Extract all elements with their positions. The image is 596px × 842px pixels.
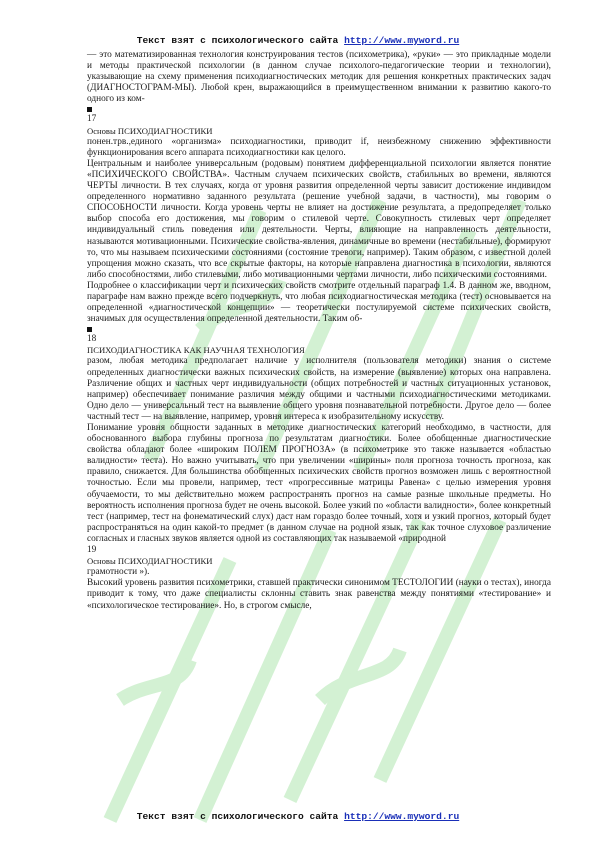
running-title: Основы ПСИХОДИАГНОСТИКИ [87,556,213,567]
page-content [87,50,551,612]
paragraph: Подробнее о классификации черт и психических свойств смотрите отдельный параграф 1.4. В данном же, вводном, параграфе нам важно прежде всего подчеркнуть, что любая психодиагностическая методика (тест) основывается на определенной «диагностической концепции» — теоретически постулируемой системе психических свойств, значимых для осуществления определенной деятельности. Таким об- [87,280,551,325]
footer-text: Текст взят с психологического сайта [136,811,339,822]
page-break-marker [87,327,92,332]
paragraph: Высокий уровень развития психометрики, ставшей практически синонимом ТЕСТОЛОГИИ (науки о тестах), иногда приводит к тому, что даже специалисты склонны ставить знак равенства между понятиями «тестирование» и «психологическое тестирование». Но, в строгом смысле, [87,578,551,611]
header-link[interactable]: http://www.myword.ru [344,35,460,46]
page-number: 19 [87,545,97,556]
footer-link[interactable]: http://www.myword.ru [344,811,460,822]
running-title: ПСИХОДИАГНОСТИКА КАК НАУЧНАЯ ТЕХНОЛОГИЯ [87,345,305,356]
page-number: 17 [87,114,97,125]
paragraph: понен.трв.,единого «организма» психодиагностики, приводит if, неизбежному снижению эффективности функционирования всего аппарата психодиагностики как целого. [87,136,551,158]
page-header [0,35,596,46]
paragraph: — это математизированная технология конструирования тестов (психометрика), «руки» — это прикладные модели и методы практической психологии (в данном случае психолого-педагогические теории и технологии), указывающие на схему применения психодиагностических методик для решения конкретных практических задач (ДИАГНОСТОГРАМ-МЫ). Любой крен, выражающийся в преимущественном внимании к развитию какого-то одного из ком- [87,50,551,105]
running-title: Основы ПСИХОДИАГНОСТИКИ [87,125,213,136]
watermark-stroke [120,660,190,700]
paragraph: Понимание уровня общности заданных в методике диагностических категорий необходимо, в частности, для обоснованного выбора глубины прогноза по результатам диагностики. Более обобщенные диагностические свойства обладают более «широким ПОЛЕМ ПРОГНОЗА» (в психометрике это также называется «областью валидности» теста). Но важно учитывать, что при увеличении «ширины» поля прогноза точность прогноза, как правило, снижается. Для большинства обобщенных психических свойств прогноз возможен лишь с вероятностной точностью. Если мы провели, например, тест «прогрессивные матрицы Равена» с целью измерения уровня обучаемости, то мы действительно можем распространять прогноз на самые разные школьные предметы. Но вероятность исполнения прогноза будет не очень высокой. Более узкий по «области валидности», более конкретный тест (например, тест на фонематический слух) даст нам гораздо более точный, хотя и узкий прогноз, который будет распространяться на один какой-то предмет (в данном случае на родной язык, так как точное слуховое различение согласных и гласных звуков является одной из составляющих так называемой «природной [87,423,551,544]
paragraph: разом, любая методика предполагает наличие у исполнителя (пользователя методики) знания о системе определенных диагностически важных психических свойств, на измерение (выявление) которых она направлена. Различение общих и частных черт индивидуальности (общих потребностей и частных ситуационных установок, например) обеспечивает понимание различия между общими и частными психодиагностическими методиками. Одно дело — универсальный тест на выявление общего уровня познавательной потребности. Другое дело — более частный тест — на выявление, например, уровня интереса к изобразительному искусству. [87,356,551,422]
page-break-marker [87,107,92,112]
paragraph: грамотности »). [87,567,150,578]
watermark-stroke [320,650,400,700]
header-text: Текст взят с психологического сайта [136,35,339,46]
page-footer [0,811,596,822]
paragraph: Центральным и наиболее универсальным (родовым) понятием дифференциальной психологии является понятие «ПСИХИЧЕСКОГО СВОЙСТВА». Частным случаем психических свойств, стабильных во времени, являются ЧЕРТЫ личности. В тех случаях, когда от уровня развития определенной черты зависит достижение индивидом определенного нормативно заданного результата (решение учебной задачи, в частности), мы говорим о СПОСОБНОСТИ личности. Когда уровень черты не влияет на достижение результата, а предопределяет только выбор способа его достижения, мы говорим о стилевой черте. Совокупность стилевых черт определяет индивидуальный стиль поведения или деятельности. Черты, влияющие на направленность деятельности, называются мотивационными. Психические свойства-явления, динамичные во времени (нестабильные), формируют то, что мы называем психическими состояниями (состояние тревоги, например). Таким образом, с известной долей упрощения можно сказать, что все скрытые факторы, на которые направлена диагностика в психологии, являются либо способностями, либо стилевыми, либо мотивационными чертами личности, либо психическими состояниями. [87,158,551,280]
page-number: 18 [87,334,97,345]
